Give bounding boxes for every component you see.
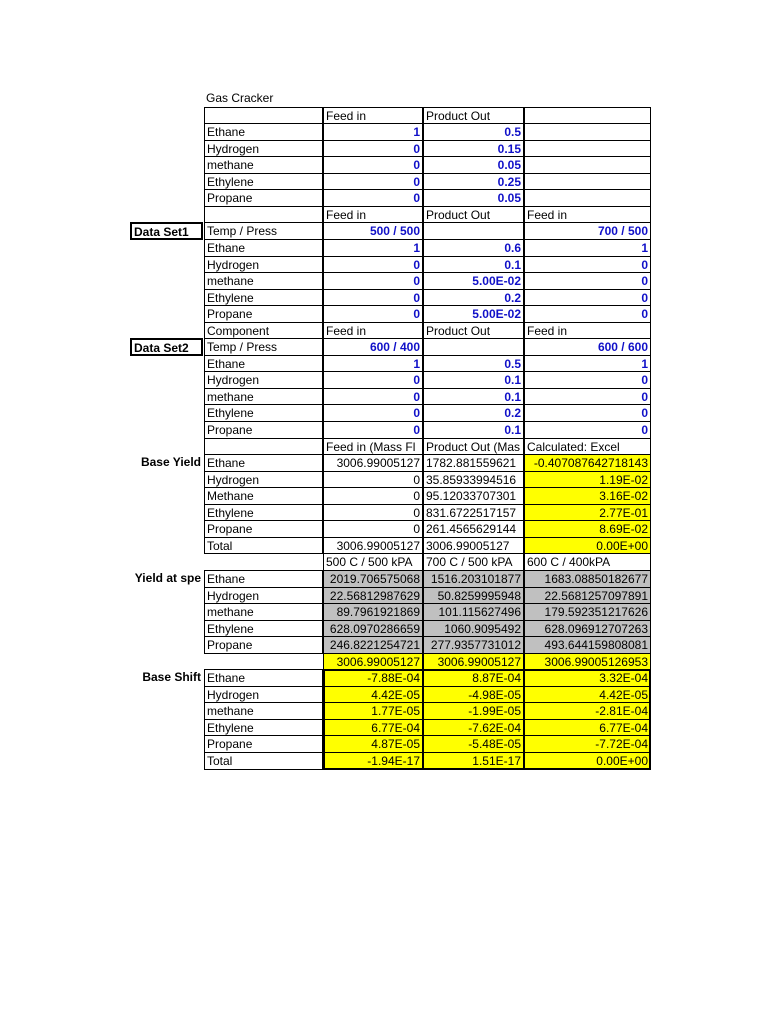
yield-value[interactable]: 3006.99005127 [323,537,423,554]
component-label[interactable]: methane [204,603,323,621]
component-label[interactable]: methane [204,702,323,720]
data-value[interactable]: 0.5 [423,355,524,372]
component-label[interactable]: Total [204,537,323,554]
data-value[interactable]: 0.1 [423,388,524,405]
component-label[interactable]: Hydrogen [204,140,323,157]
shift-value[interactable]: 1.77E-05 [323,702,423,720]
column-header[interactable]: Feed in [524,206,651,223]
yield-spec-value[interactable]: 50.8259995948 [423,587,524,604]
component-label[interactable]: Hydrogen [204,471,323,488]
shift-value[interactable]: 3.32E-04 [524,669,651,687]
component-label[interactable]: Propane [204,636,323,654]
condition-value[interactable]: 700 / 500 [524,222,651,240]
shift-value[interactable]: 6.77E-04 [524,719,651,736]
data-value[interactable]: 0 [323,289,423,306]
data-value[interactable]: 0 [323,272,423,290]
component-label[interactable]: Propane [204,421,323,439]
shift-value[interactable]: -2.81E-04 [524,702,651,720]
feed-value[interactable]: 0 [323,156,423,174]
shift-value[interactable]: -7.88E-04 [323,669,423,687]
condition-value[interactable]: 600 / 600 [524,338,651,356]
section-label[interactable]: Base Yield [140,455,201,469]
blank-cell[interactable] [204,107,323,124]
shift-value[interactable]: 8.87E-04 [423,669,524,687]
shift-value[interactable]: 0.00E+00 [524,752,651,770]
product-value[interactable]: 0.05 [423,156,524,174]
shift-value[interactable]: -1.99E-05 [423,702,524,720]
shift-value[interactable]: -4.98E-05 [423,686,524,703]
data-value[interactable]: 0 [524,272,651,290]
component-label[interactable]: Hydrogen [204,371,323,389]
column-header[interactable]: Product Out [423,322,524,339]
column-header[interactable]: Product Out [423,206,524,223]
yield-value[interactable]: 3006.99005127 [323,454,423,472]
data-value[interactable]: 0 [323,305,423,323]
shift-value[interactable]: 6.77E-04 [323,719,423,736]
calculated-value[interactable]: 3.16E-02 [524,487,651,505]
shift-value[interactable]: -1.94E-17 [323,752,423,770]
column-header[interactable]: 600 C / 400kPA [524,553,651,571]
yield-spec-value[interactable]: 1060.9095492 [423,620,524,637]
component-label[interactable]: Total [204,752,323,770]
section-label[interactable]: Base Shift [142,670,201,684]
yield-value[interactable]: 3006.99005127 [423,537,524,554]
calculated-value[interactable]: 2.77E-01 [524,504,651,521]
column-header[interactable]: Product Out (Mas [423,438,524,455]
shift-value[interactable]: 4.42E-05 [524,686,651,703]
yield-spec-value[interactable]: 179.592351217626 [524,603,651,621]
data-value[interactable]: 0 [524,256,651,273]
component-label[interactable]: Hydrogen [204,686,323,703]
component-label[interactable]: methane [204,388,323,405]
shift-value[interactable]: -5.48E-05 [423,735,524,753]
component-label[interactable]: Propane [204,189,323,207]
yield-spec-value[interactable]: 628.096912707263 [524,620,651,637]
component-label[interactable]: Ethane [204,355,323,372]
data-value[interactable]: 0 [323,371,423,389]
column-header[interactable]: Feed in [524,322,651,339]
yield-value[interactable]: 0 [323,471,423,488]
shift-value[interactable]: 1.51E-17 [423,752,524,770]
condition-value[interactable]: 600 / 400 [323,338,423,356]
data-value[interactable]: 5.00E-02 [423,305,524,323]
yield-value[interactable]: 1782.881559621 [423,454,524,472]
yield-spec-value[interactable]: 22.5681257097891 [524,587,651,604]
yield-spec-value[interactable]: 628.0970286659 [323,620,423,637]
feed-value[interactable]: 0 [323,189,423,207]
data-value[interactable]: 0 [524,388,651,405]
section-label[interactable]: Data Set2 [130,338,203,356]
data-value[interactable]: 1 [524,355,651,372]
component-label[interactable]: Hydrogen [204,256,323,273]
blank-cell[interactable] [204,438,323,455]
column-header[interactable]: 500 C / 500 kPA [323,553,423,571]
yield-value[interactable]: 35.85933994516 [423,471,524,488]
product-value[interactable]: 0.05 [423,189,524,207]
calculated-value[interactable]: 1.19E-02 [524,471,651,488]
data-value[interactable]: 0.1 [423,371,524,389]
data-value[interactable]: 0 [323,388,423,405]
blank-cell[interactable] [524,123,651,141]
component-label[interactable]: Propane [204,305,323,323]
blank-cell[interactable] [204,206,323,223]
data-value[interactable]: 1 [524,239,651,257]
blank-cell[interactable] [524,140,651,157]
shift-value[interactable]: 4.42E-05 [323,686,423,703]
column-header[interactable]: Product Out [423,107,524,124]
yield-spec-value[interactable]: 22.56812987629 [323,587,423,604]
component-label[interactable]: Hydrogen [204,587,323,604]
column-header[interactable]: Feed in [323,206,423,223]
data-value[interactable]: 5.00E-02 [423,272,524,290]
component-label[interactable]: Ethylene [204,620,323,637]
condition-label[interactable]: Temp / Press [204,222,323,240]
column-header[interactable]: Feed in [323,107,423,124]
yield-total[interactable]: 3006.99005127 [423,653,524,670]
yield-value[interactable]: 0 [323,487,423,505]
data-value[interactable]: 0 [323,404,423,422]
condition-label[interactable]: Temp / Press [204,338,323,356]
column-header[interactable]: Feed in [323,322,423,339]
yield-value[interactable]: 0 [323,504,423,521]
yield-spec-value[interactable]: 277.9357731012 [423,636,524,654]
calculated-value[interactable]: -0.407087642718143 [524,454,651,472]
component-label[interactable]: Ethylene [204,719,323,736]
yield-spec-value[interactable]: 493.644159808081 [524,636,651,654]
component-label[interactable]: Ethylene [204,289,323,306]
data-value[interactable]: 0.1 [423,256,524,273]
yield-value[interactable]: 95.12033707301 [423,487,524,505]
shift-value[interactable]: -7.62E-04 [423,719,524,736]
component-label[interactable]: Ethane [204,454,323,472]
calculated-value[interactable]: 8.69E-02 [524,520,651,538]
yield-spec-value[interactable]: 246.8221254721 [323,636,423,654]
product-value[interactable]: 0.5 [423,123,524,141]
component-header[interactable]: Component [204,322,323,339]
component-label[interactable]: Ethylene [204,504,323,521]
yield-total[interactable]: 3006.99005126953 [524,653,651,670]
yield-total[interactable]: 3006.99005127 [323,653,423,670]
blank-cell[interactable] [524,189,651,207]
data-value[interactable]: 0 [524,289,651,306]
component-label[interactable]: Propane [204,735,323,753]
component-label[interactable]: Ethylene [204,404,323,422]
data-value[interactable]: 1 [323,239,423,257]
yield-spec-value[interactable]: 1516.203101877 [423,570,524,588]
yield-spec-value[interactable]: 1683.08850182677 [524,570,651,588]
yield-value[interactable]: 0 [323,520,423,538]
column-header[interactable] [524,107,651,124]
data-value[interactable]: 0 [524,371,651,389]
condition-value[interactable] [423,338,524,356]
calculated-value[interactable]: 0.00E+00 [524,537,651,554]
component-label[interactable]: Propane [204,520,323,538]
shift-value[interactable]: 4.87E-05 [323,735,423,753]
data-value[interactable]: 0 [524,421,651,439]
data-value[interactable]: 0.2 [423,404,524,422]
section-label[interactable]: Yield at spe [134,571,201,585]
component-label[interactable]: methane [204,272,323,290]
component-label[interactable]: Ethane [204,669,323,687]
component-label[interactable]: Ethane [204,239,323,257]
product-value[interactable]: 0.15 [423,140,524,157]
yield-spec-value[interactable]: 89.7961921869 [323,603,423,621]
sheet-title[interactable]: Gas Cracker [206,91,274,105]
data-value[interactable]: 0 [323,421,423,439]
component-label[interactable]: methane [204,156,323,174]
data-value[interactable]: 0 [323,256,423,273]
yield-spec-value[interactable]: 101.115627496 [423,603,524,621]
feed-value[interactable]: 0 [323,140,423,157]
component-label[interactable]: Ethane [204,123,323,141]
data-value[interactable]: 0 [524,305,651,323]
component-label[interactable]: Ethylene [204,173,323,190]
data-value[interactable]: 0.2 [423,289,524,306]
data-value[interactable]: 1 [323,355,423,372]
data-value[interactable]: 0.6 [423,239,524,257]
column-header[interactable]: Calculated: Excel [524,438,651,455]
yield-value[interactable]: 261.4565629144 [423,520,524,538]
data-value[interactable]: 0 [524,404,651,422]
component-label[interactable]: Ethane [204,570,323,588]
product-value[interactable]: 0.25 [423,173,524,190]
shift-value[interactable]: -7.72E-04 [524,735,651,753]
blank-cell[interactable] [524,173,651,190]
yield-spec-value[interactable]: 2019.706575068 [323,570,423,588]
column-header[interactable]: 700 C / 500 kPA [423,553,524,571]
data-value[interactable]: 0.1 [423,421,524,439]
component-label[interactable]: Methane [204,487,323,505]
feed-value[interactable]: 1 [323,123,423,141]
feed-value[interactable]: 0 [323,173,423,190]
blank-cell[interactable] [524,156,651,174]
column-header[interactable]: Feed in (Mass Fl [323,438,423,455]
condition-value[interactable]: 500 / 500 [323,222,423,240]
yield-value[interactable]: 831.6722517157 [423,504,524,521]
condition-value[interactable] [423,222,524,240]
section-label[interactable]: Data Set1 [130,222,203,240]
